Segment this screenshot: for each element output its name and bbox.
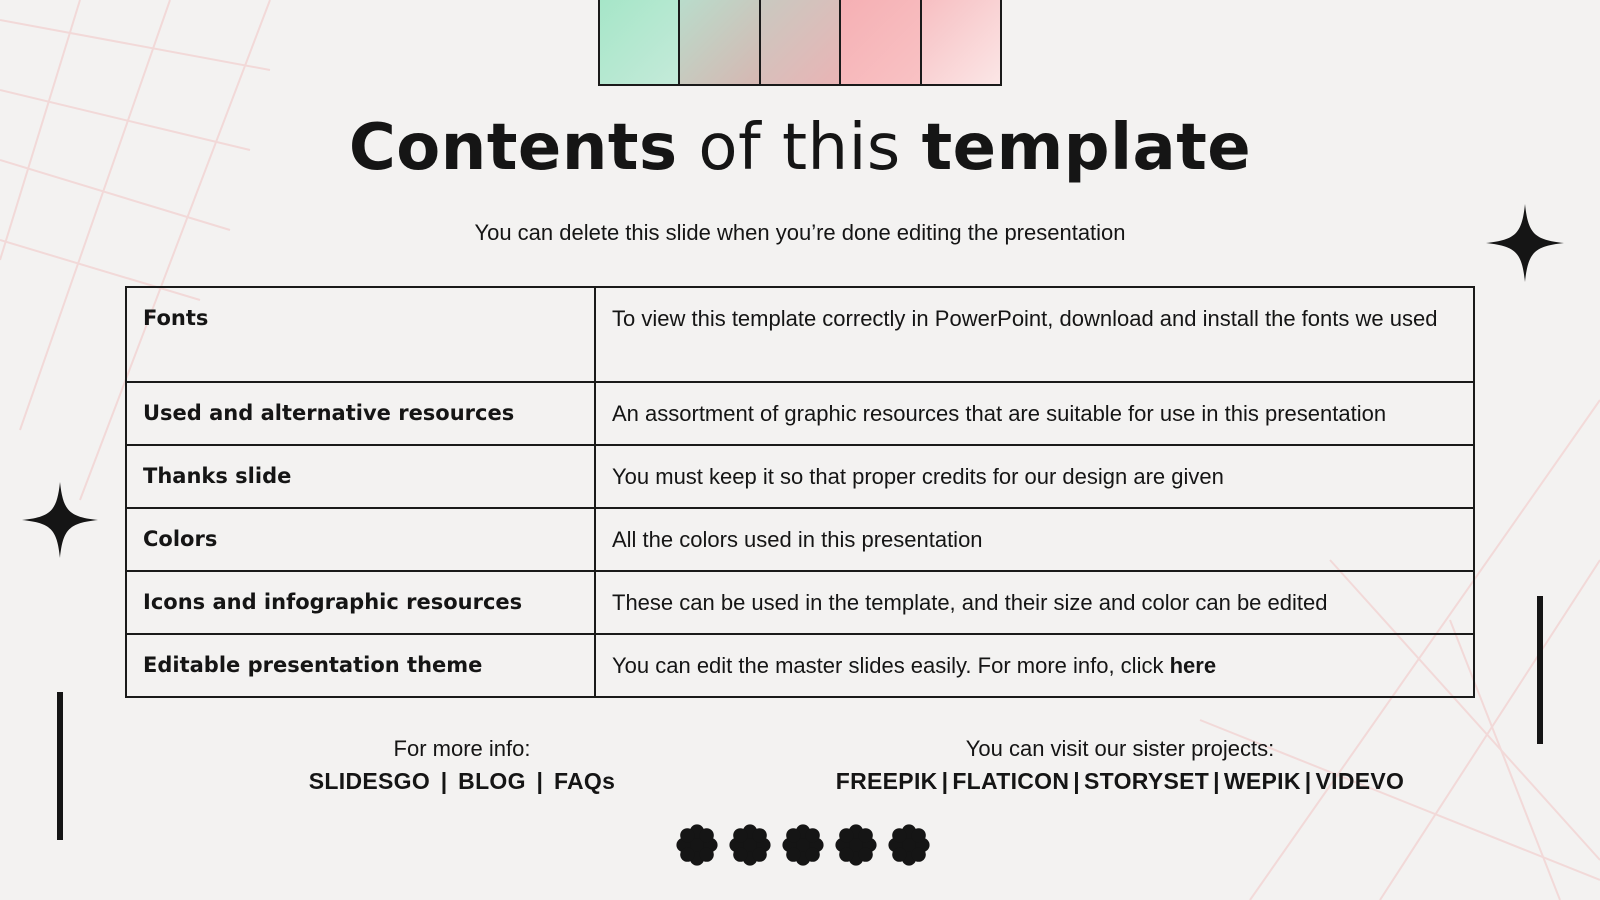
row-key: Editable presentation theme <box>126 634 595 697</box>
decorative-bar <box>1537 596 1543 744</box>
title-part-template: template <box>921 111 1252 185</box>
flower-icon <box>835 824 877 866</box>
row-value: An assortment of graphic resources that are suitable for use in this presentation <box>595 382 1474 445</box>
here-link[interactable]: here <box>1169 653 1217 678</box>
table-row <box>126 508 1474 571</box>
more-info-links: SLIDESGO | BLOG | FAQs <box>308 768 616 794</box>
flower-icon <box>676 824 718 866</box>
flower-icon <box>782 824 824 866</box>
sparkle-star-icon <box>1486 204 1564 282</box>
row-value: You must keep it so that proper credits for our design are given <box>595 445 1474 508</box>
color-swatch <box>680 0 760 84</box>
color-swatch <box>922 0 1000 84</box>
sister-projects-label: You can visit our sister projects: <box>965 736 1275 761</box>
row-value: To view this template correctly in PowerPoint, download and install the fonts we used <box>595 287 1474 382</box>
flower-row <box>676 824 930 866</box>
link-slidesgo[interactable]: SLIDESGO <box>308 768 431 794</box>
color-swatch <box>761 0 841 84</box>
row-value: All the colors used in this presentation <box>595 508 1474 571</box>
table-row <box>126 445 1474 508</box>
title-part-contents: Contents <box>348 111 678 185</box>
row-key: Thanks slide <box>126 445 595 508</box>
color-swatches <box>598 0 1002 86</box>
table-row <box>126 287 1474 382</box>
link-wepik[interactable]: WEPIK <box>1223 768 1301 794</box>
sister-projects-links: FREEPIK | FLATICON | STORYSET | WEPIK | VIDEVO <box>835 768 1405 794</box>
row-value <box>595 634 1474 697</box>
link-faqs[interactable]: FAQs <box>553 768 616 794</box>
contents-table <box>125 286 1475 698</box>
more-info-label: For more info: <box>393 736 531 761</box>
flower-icon <box>888 824 930 866</box>
link-blog[interactable]: BLOG <box>458 768 526 794</box>
table-row <box>126 571 1474 634</box>
link-freepik[interactable]: FREEPIK <box>835 768 938 794</box>
more-info <box>262 732 662 798</box>
row-value-text: You can edit the master slides easily. For more info, click <box>612 653 1170 678</box>
table-row <box>126 382 1474 445</box>
decorative-bar <box>57 692 63 840</box>
color-swatch <box>841 0 921 84</box>
color-swatch <box>600 0 680 84</box>
subtitle: You can delete this slide when you’re done editing the presentation <box>474 220 1126 245</box>
row-key: Fonts <box>126 287 595 382</box>
title-part-middle: of this <box>677 111 922 185</box>
sister-projects <box>820 732 1420 798</box>
page-title <box>0 108 1600 188</box>
flower-icon <box>729 824 771 866</box>
link-flaticon[interactable]: FLATICON <box>952 768 1070 794</box>
row-value: These can be used in the template, and their size and color can be edited <box>595 571 1474 634</box>
sparkle-star-icon <box>22 482 98 558</box>
row-key: Icons and infographic resources <box>126 571 595 634</box>
table-row <box>126 634 1474 697</box>
link-storyset[interactable]: STORYSET <box>1084 768 1210 794</box>
link-videvo[interactable]: VIDEVO <box>1315 768 1405 794</box>
row-key: Colors <box>126 508 595 571</box>
row-key: Used and alternative resources <box>126 382 595 445</box>
